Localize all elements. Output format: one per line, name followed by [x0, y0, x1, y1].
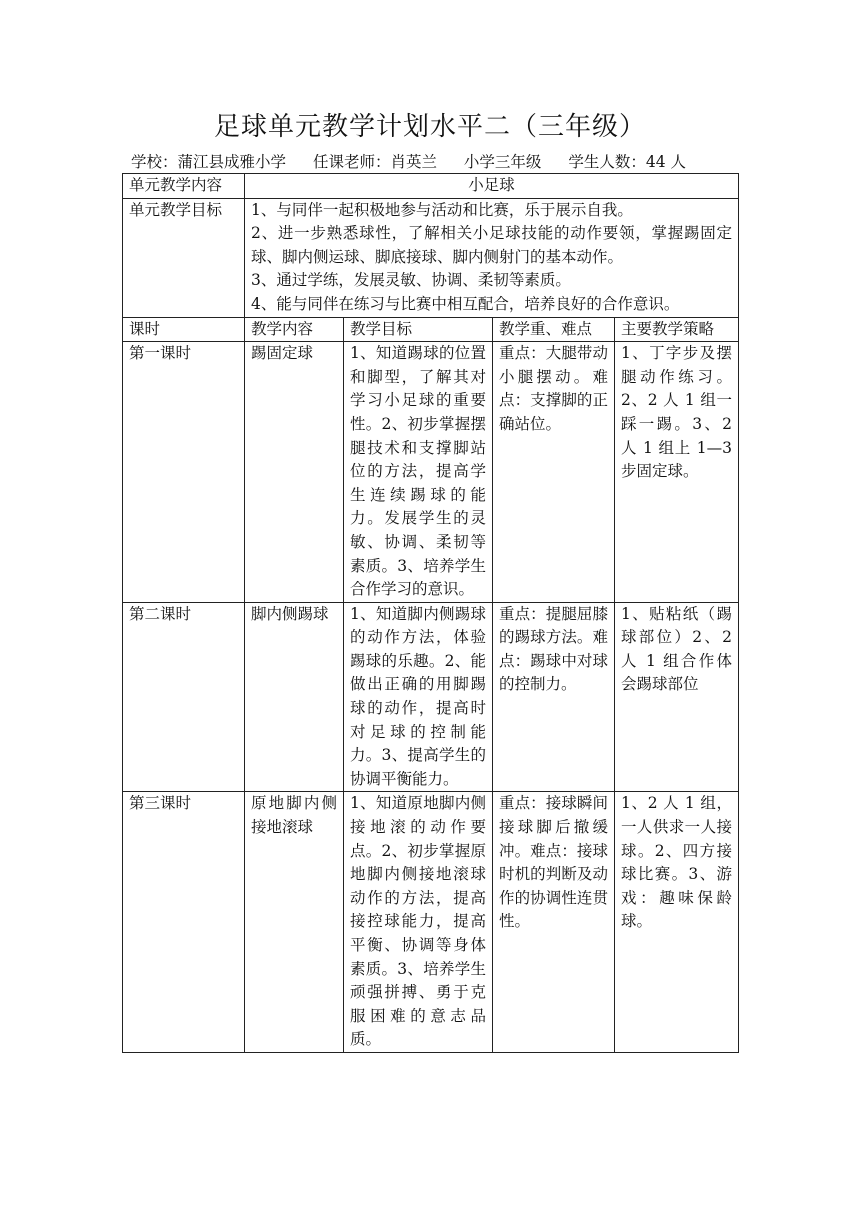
grade-info: 小学三年级: [463, 153, 542, 171]
lesson-strategies: 1、2 人 1 组，一人供求一人接球。2、四方接球比赛。3、游戏：趣味保龄球。: [615, 792, 739, 1053]
unit-content-label: 单元教学内容: [123, 174, 245, 199]
unit-goal-item: 4、能与同伴在练习与比赛中相互配合，培养良好的合作意识。: [251, 294, 680, 313]
unit-content-value: 小足球: [245, 174, 739, 199]
unit-content-row: [123, 174, 739, 199]
lesson-strategies: 1、丁字步及摆腿动作练习。2、2 人 1 组一踩一踢。3、2 人 1 组上 1—3 步固定球。: [615, 342, 739, 603]
meta-line: [131, 150, 686, 172]
lesson-period: 第三课时: [123, 792, 245, 1053]
lesson-row: [123, 792, 739, 1053]
lesson-period: 第一课时: [123, 342, 245, 603]
lesson-keypoints: 重点：接球瞬间接球脚后撤缓冲。难点：接球时机的判断及动作的协调性连贯性。: [493, 792, 615, 1053]
column-header-strategies: 主要教学策略: [615, 317, 739, 342]
column-header-objectives: 教学目标: [344, 317, 493, 342]
unit-goal-item: 2、进一步熟悉球性，了解相关小足球技能的动作要领，掌握踢固定球、脚内侧运球、脚底接球、脚内侧射门的基本动作。: [251, 224, 733, 266]
lesson-content: 脚内侧踢球: [245, 602, 344, 792]
unit-goal-item: 3、通过学练，发展灵敏、协调、柔韧等素质。: [251, 271, 571, 290]
lesson-objectives: 1、知道原地脚内侧接地滚的动作要点。2、初步掌握原地脚内侧接地滚球动作的方法，提高接控球能力，提高平衡、协调等身体素质。3、培养学生顽强拼搏、勇于克服困难的意志品质。: [344, 792, 493, 1053]
lesson-content: 原地脚内侧接地滚球: [245, 792, 344, 1053]
unit-goals-label: 单元教学目标: [123, 198, 245, 317]
student-count: 学生人数：44 人: [568, 153, 687, 171]
column-header-content: 教学内容: [245, 317, 344, 342]
school-info: 学校：蒲江县成雅小学: [131, 153, 287, 171]
column-header-period: 课时: [123, 317, 245, 342]
lesson-keypoints: 重点：提腿屈膝的踢球方法。难点：踢球中对球的控制力。: [493, 602, 615, 792]
unit-plan-table: [122, 173, 739, 1053]
unit-goals: [245, 198, 739, 317]
teacher-info: 任课老师：肖英兰: [312, 153, 437, 171]
lesson-keypoints: 重点：大腿带动小腿摆动。难点：支撑脚的正确站位。: [493, 342, 615, 603]
unit-goal-item: 1、与同伴一起积极地参与活动和比赛，乐于展示自我。: [251, 200, 633, 219]
lesson-content: 踢固定球: [245, 342, 344, 603]
lesson-objectives: 1、知道踢球的位置和脚型，了解其对学习小足球的重要性。2、初步掌握摆腿技术和支撑脚站位的方法，提高学生连续踢球的能力。发展学生的灵敏、协调、柔韧等素质。3、培养学生合作学习的意识。: [344, 342, 493, 603]
column-header-keypoints: 教学重、难点: [493, 317, 615, 342]
document-title: 足球单元教学计划水平二（三年级）: [213, 112, 646, 142]
unit-goals-row: [123, 198, 739, 317]
column-header-row: [123, 317, 739, 342]
lesson-row: [123, 342, 739, 603]
lesson-row: [123, 602, 739, 792]
lesson-period: 第二课时: [123, 602, 245, 792]
lesson-strategies: 1、贴粘纸（踢球部位）2、2 人 1 组合作体会踢球部位: [615, 602, 739, 792]
lesson-objectives: 1、知道脚内侧踢球的动作方法，体验踢球的乐趣。2、能做出正确的用脚踢球的动作，提高时对足球的控制能力。3、提高学生的协调平衡能力。: [344, 602, 493, 792]
